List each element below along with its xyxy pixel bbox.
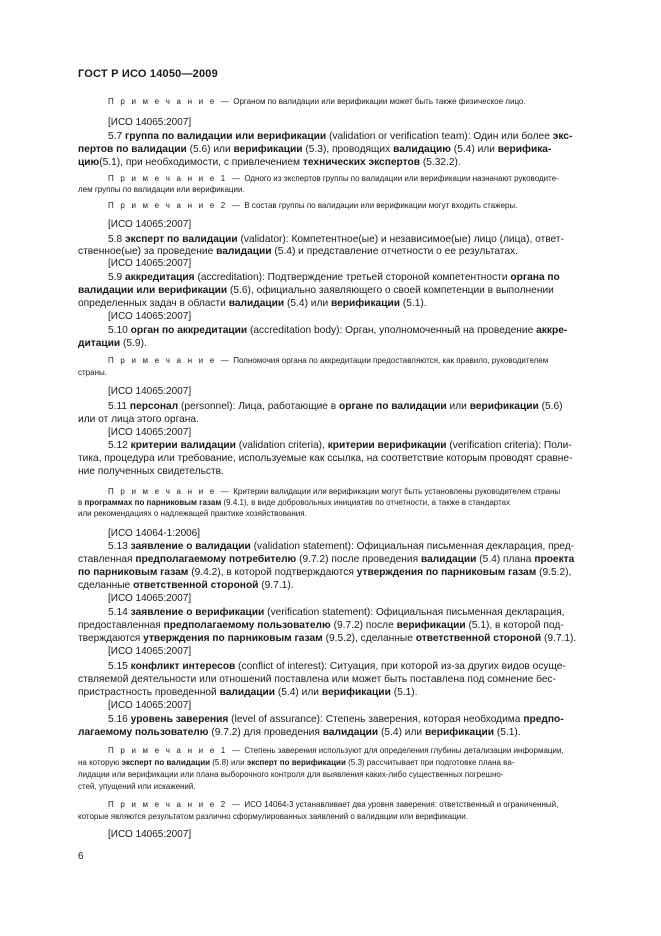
term-5-15-line: ствляемой деятельности или отношений поставлена или может быть поставлена под сомнение бес- [78, 674, 557, 685]
reference: [ИСО 14065:2007] [108, 829, 192, 840]
term-5-13-line: сделанные ответственной стороной (9.7.1). [78, 580, 294, 591]
term-5-9-line: определенных задач в области валидации (5.4) или верификации (5.1). [78, 298, 427, 309]
term-5-11-line: 5.11 персонал (personnel): Лица, работающие в органе по валидации или верификации (5.6) [108, 401, 563, 412]
note: на которую эксперт по валидации (5.8) или эксперт по верификации (5.3) рассчитывает при подготовке плана ва- [78, 758, 515, 767]
term-5-12-line: 5.12 критерии валидации (validation criteria), критерии верификации (verification criteria): Поли- [108, 440, 572, 451]
note: в программах по парниковым газам (9.4.1), в виде добровольных инициатив по отчетности, а также в стандартах [78, 498, 511, 507]
note: П р и м е ч а н и е — Критерии валидации или верификации могут быть установлены руководителем страны [108, 487, 561, 496]
term-5-14-line: предоставленная предполагаемому пользователю (9.7.2) после верификации (5.1), в которой под- [78, 620, 564, 631]
note: П р и м е ч а н и е 1 — Степень заверения используют для определения глубины детализации информации, [108, 746, 564, 755]
term-5-16-line: 5.16 уровень заверения (level of assurance): Степень заверения, которая необходима предпо- [108, 714, 564, 725]
note: П р и м е ч а н и е 1 — Одного из экспертов группы по валидации или верификации назначают руководите- [108, 174, 559, 183]
reference: [ИСО 14065:2007] [108, 646, 192, 657]
term-5-13-line: 5.13 заявление о валидации (validation statement): Официальная письменная декларация, пред- [108, 541, 575, 552]
reference: [ИСО 14064-1:2006] [108, 528, 201, 539]
note: П р и м е ч а н и е 2 — В состав группы по валидации или верификации могут входить стажеры. [108, 201, 518, 210]
note: стей, упущений или искажений. [78, 782, 196, 791]
reference: [ИСО 14065:2007] [108, 700, 192, 711]
term-5-14-line: 5.14 заявление о верификации (verification statement): Официальная письменная декларация, [108, 607, 565, 618]
term-5-10-line: дитации (5.9). [78, 338, 147, 349]
reference: [ИСО 14065:2007] [108, 386, 192, 397]
reference: [ИСО 14065:2007] [108, 258, 192, 269]
term-5-8-line: ственное(ые) за проведение валидации (5.4) и представление отчетности о ее результатах. [78, 246, 518, 257]
reference: [ИСО 14065:2007] [108, 427, 192, 438]
note: П р и м е ч а н и е — Полномочия органа по аккредитации предоставляются, как правило, руководителем [108, 356, 549, 365]
note: П р и м е ч а н и е 2 — ИСО 14064-3 устанавливает два уровня заверения: ответственный и ограниченный, [108, 800, 559, 809]
note: лидации или верификации или плана выборочного контроля для выявления каких-либо существенных погрешно- [78, 770, 504, 779]
term-5-15-line: пристрастность проведенной валидации (5.4) или верификации (5.1). [78, 687, 418, 698]
term-5-13-line: по парниковым газам (9.4.2), в которой подтверждаются утверждения по парниковым газам (9.5.2), [78, 567, 572, 578]
term-5-10-line: 5.10 орган по аккредитации (accreditation body): Орган, уполномоченный на проведение аккре- [108, 325, 568, 336]
note: лем группы по валидации или верификации. [78, 185, 245, 194]
term-5-11-line: или от лица этого органа. [78, 414, 199, 425]
term-5-14-line: тверждаются утверждения по парниковым газам (9.5.2), сделанные ответственной стороной (9.7.1). [78, 633, 577, 644]
term-5-7-line: 5.7 группа по валидации или верификации (validation or verification team): Один или более экс- [108, 131, 573, 142]
note: П р и м е ч а н и е — Органом по валидации или верификации может быть также физическое лицо. [108, 97, 526, 106]
reference: [ИСО 14065:2007] [108, 311, 192, 322]
term-5-12-line: ние полученных свидетельств. [78, 466, 224, 477]
term-5-9-line: валидации или верификации (5.6), официально заявляющего о своей компетенции в выполнении [78, 285, 554, 296]
term-5-9-line: 5.9 аккредитация (accreditation): Подтверждение третьей стороной компетентности органа по [108, 272, 560, 283]
reference: [ИСО 14065:2007] [108, 117, 192, 128]
note: или рекомендациях о надлежащей практике хозяйствования. [78, 509, 307, 518]
reference: [ИСО 14065:2007] [108, 593, 192, 604]
term-5-16-line: лагаемому пользователю (9.7.2) для проведения валидации (5.4) или верификации (5.1). [78, 727, 521, 738]
term-5-15-line: 5.15 конфликт интересов (conflict of interest): Ситуация, при которой из-за других видов осуще- [108, 661, 566, 672]
note: страны. [78, 368, 107, 377]
term-5-13-line: ставленная предполагаемому потребителю (9.7.2) после проведения валидации (5.4) плана проекта [78, 554, 575, 565]
note: которые являются результатом различно сформулированных заявлений о валидации или верификации. [78, 812, 468, 821]
page-number: 6 [78, 851, 84, 862]
term-5-7-line: цию(5.1), при необходимости, с привлечением технических экспертов (5.32.2). [78, 157, 461, 168]
term-5-7-line: пертов по валидации (5.6) или верификации (5.3), проводящих валидацию (5.4) или верифика- [78, 144, 552, 155]
term-5-8-line: 5.8 эксперт по валидации (validator): Компетентное(ые) и независимое(ые) лицо (лица), ответ- [108, 234, 564, 245]
reference: [ИСО 14065:2007] [108, 219, 192, 230]
term-5-12-line: тика, процедура или требование, используемые как ссылка, на соответствие которым проводят сравне- [78, 453, 573, 464]
document-header: ГОСТ Р ИСО 14050—2009 [78, 68, 218, 80]
